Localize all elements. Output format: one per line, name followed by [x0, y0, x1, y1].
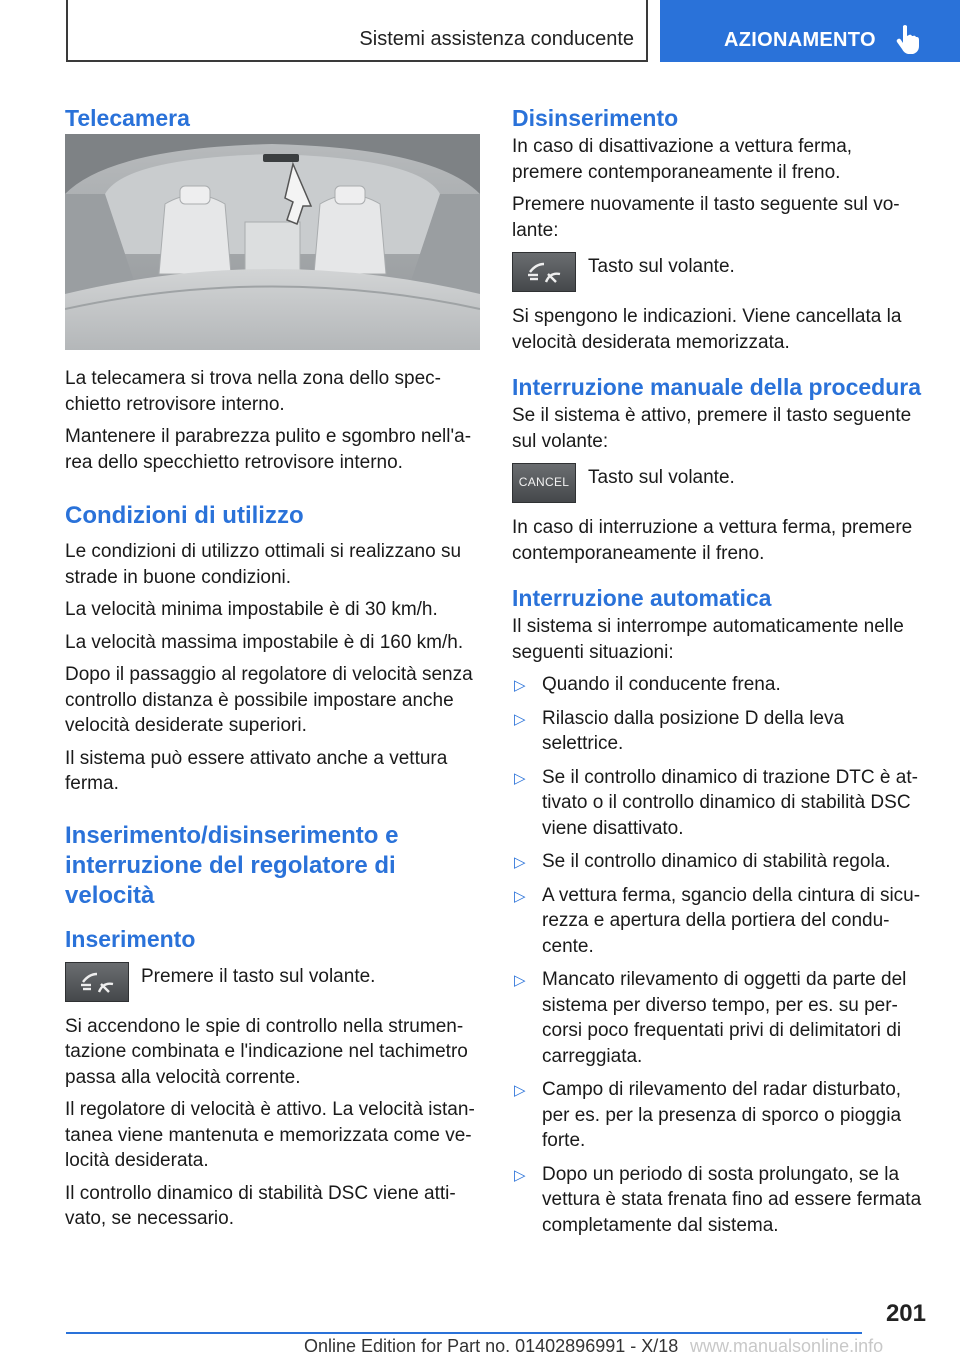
cruise-control-icon	[526, 262, 564, 284]
list-item: ▷ Se il controllo dinamico di trazione DTC è attivato o il controllo dinamico di stabilità DSC viene disattivato.	[514, 766, 918, 839]
car-interior-camera-photo	[65, 134, 480, 350]
manual-interrupt-paragraph-1: Se il sistema è attivo, premere il tasto seguente sul volante:	[512, 405, 912, 452]
triangle-bullet-icon: ▷	[514, 677, 526, 694]
triangle-bullet-icon: ▷	[514, 1082, 526, 1099]
conditions-paragraph-3: La velocità massima impostabile è di 160 km/h.	[65, 631, 464, 653]
auto-interrupt-list	[512, 672, 928, 1238]
auto-interrupt-paragraph-1: Il sistema si interrompe automaticamente nelle seguenti situazioni:	[512, 616, 904, 663]
list-item: ▷ Se il controllo dinamico di stabilità regola.	[512, 849, 928, 875]
cruise-control-button	[65, 962, 129, 1002]
deactivation-heading: Disinserimento	[512, 105, 679, 131]
manual-interrupt-heading: Interruzione manuale della procedura	[512, 374, 921, 400]
activation-paragraph-1: Si accendono le spie di controllo nella strumentazione combinata e l'indicazione nel tachimetro passa alla velocità corrente.	[65, 1015, 468, 1088]
triangle-bullet-icon: ▷	[514, 710, 526, 728]
auto-interrupt-heading: Interruzione automatica	[512, 585, 772, 611]
list-item: ▷ Campo di rilevamento del radar disturbato, per es. per la presenza di sporco o pioggia forte.	[514, 1079, 902, 1151]
footer-edition: Online Edition for Part no. 01402896991 - X/18	[304, 1336, 679, 1356]
switch-heading: Inserimento/disinserimento e interruzione del regolatore di velocità	[65, 821, 399, 909]
chapter-tab	[660, 0, 960, 62]
list-item: ▷ Rilascio dalla posizione D della leva selettrice.	[514, 707, 845, 754]
cancel-button	[512, 463, 576, 503]
cruise-control-button	[512, 252, 576, 292]
conditions-paragraph-5: Il sistema può essere attivato anche a vettura ferma.	[65, 747, 448, 794]
triangle-bullet-icon: ▷	[514, 887, 526, 905]
triangle-bullet-icon: ▷	[514, 1166, 526, 1184]
triangle-bullet-icon: ▷	[514, 769, 526, 787]
conditions-paragraph-1: Le condizioni di utilizzo ottimali si realizzano su strade in buone condizioni.	[65, 541, 462, 588]
cruise-control-icon	[79, 972, 117, 994]
list-item: ▷ Quando il conducente frena.	[512, 672, 928, 698]
deactivation-paragraph-2: Premere nuovamente il tasto seguente sul volante:	[512, 194, 900, 241]
conditions-paragraph-4: Dopo il passaggio al regolatore di velocità senza controllo distanza è possibile impostare anche velocità desiderate superiori.	[65, 664, 473, 736]
cancel-button-row	[512, 463, 928, 505]
page-number: 201	[885, 1300, 926, 1327]
deactivation-paragraph-1: In caso di disattivazione a vettura ferma, premere contemporaneamente il freno.	[512, 136, 853, 183]
chapter-tab-label: AZIONAMENTO	[724, 29, 876, 51]
triangle-bullet-icon: ▷	[514, 972, 526, 989]
camera-heading: Telecamera	[65, 105, 190, 131]
activation-button-description: Premere il tasto sul volante.	[141, 965, 376, 987]
camera-paragraph-2: Mantenere il parabrezza pulito e sgombro nell'area dello specchietto retrovisore interno.	[65, 426, 472, 473]
list-item: ▷ A vettura ferma, sgancio della cintura di sicurezza e apertura della portiera del conducente.	[514, 884, 921, 957]
conditions-heading: Condizioni di utilizzo	[65, 502, 304, 529]
cancel-button-label: CANCEL	[518, 475, 570, 489]
deactivation-button-row	[512, 252, 928, 294]
deactivation-button-description: Tasto sul volante.	[588, 256, 735, 277]
right-column	[512, 96, 928, 1246]
left-column	[65, 96, 480, 1239]
list-item: ▷ Mancato rilevamento di oggetti da parte del sistema per diverso tempo, per es. su percorsi poco frequentati privi di delimitatori di carreggiata.	[514, 969, 907, 1067]
cancel-button-description: Tasto sul volante.	[588, 467, 735, 488]
triangle-bullet-icon: ▷	[514, 854, 526, 871]
activation-button-row	[65, 962, 480, 1004]
header-frame	[66, 0, 648, 62]
camera-paragraph-1: La telecamera si trova nella zona dello specchietto retrovisore interno.	[65, 368, 441, 415]
deactivation-paragraph-3: Si spengono le indicazioni. Viene cancellata la velocità desiderata memorizzata.	[512, 306, 902, 353]
activation-heading: Inserimento	[65, 925, 196, 952]
manual-interrupt-paragraph-2: In caso di interruzione a vettura ferma, premere contemporaneamente il freno.	[512, 517, 913, 564]
activation-paragraph-2: Il regolatore di velocità è attivo. La velocità istantanea viene mantenuta e memorizzata come velocità desiderata.	[65, 1099, 475, 1171]
watermark: www.manualsonline.info	[690, 1336, 884, 1356]
activation-paragraph-3: Il controllo dinamico di stabilità DSC viene attivato, se necessario.	[65, 1182, 456, 1229]
list-item: ▷ Dopo un periodo di sosta prolungato, se la vettura è stata frenata fino ad essere fermata completamente dal sistema.	[514, 1163, 922, 1236]
conditions-paragraph-2: La velocità minima impostabile è di 30 km/h.	[65, 599, 438, 620]
hand-pointer-icon	[896, 24, 922, 54]
header-section-title: Sistemi assistenza conducente	[359, 28, 634, 50]
footer-rule	[66, 1332, 862, 1334]
